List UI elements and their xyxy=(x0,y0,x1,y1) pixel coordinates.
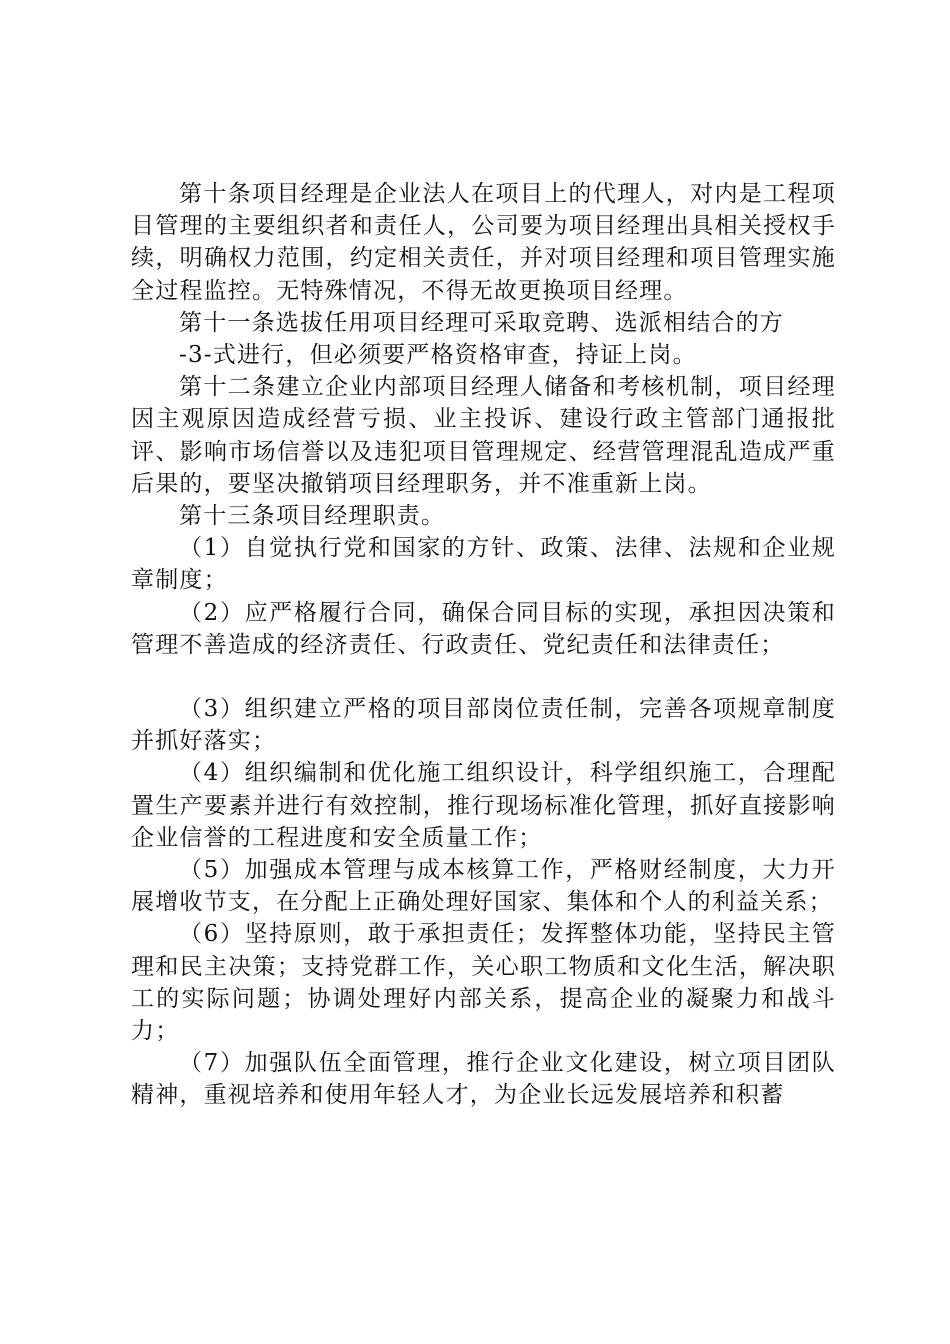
list-item-duty-1: （1）自觉执行党和国家的方针、政策、法律、法规和企业规章制度； xyxy=(131,535,836,594)
list-item-duty-2: （2）应严格履行合同，确保合同目标的实现，承担因决策和管理不善造成的经济责任、行政责任、党纪责任和法律责任； xyxy=(131,599,836,658)
list-item-duty-6: （6）坚持原则，敢于承担责任；发挥整体功能，坚持民主管理和民主决策；支持党群工作，关心职工物质和文化生活，解决职工的实际问题；协调处理好内部关系，提高企业的凝聚力和战斗力； xyxy=(131,921,836,1045)
paragraph-article-13: 第十三条项目经理职责。 xyxy=(179,503,446,530)
document-body xyxy=(131,178,836,1112)
page-number: -3- xyxy=(179,342,213,369)
paragraph-article-11-tail: 式进行，但必须要严格资格审查，持证上岗。 xyxy=(212,342,697,369)
paragraph-article-11-continued xyxy=(131,339,836,371)
paragraph-article-11: 第十一条选拔任用项目经理可采取竞聘、选派相结合的方 xyxy=(179,309,784,336)
list-item-duty-3: （3）组织建立严格的项目部岗位责任制，完善各项规章制度并抓好落实； xyxy=(131,696,836,755)
list-item-duty-4: （4）组织编制和优化施工组织设计，科学组织施工，合理配置生产要素并进行有效控制，推行现场标准化管理，抓好直接影响企业信誉的工程进度和安全质量工作； xyxy=(131,760,836,851)
paragraph-article-10: 第十条项目经理是企业法人在项目上的代理人，对内是工程项目管理的主要组织者和责任人，公司要为项目经理出具相关授权手续，明确权力范围，约定相关责任，并对项目经理和项目管理实施全过程监控。无特殊情况，不得无故更换项目经理。 xyxy=(131,181,836,304)
list-item-duty-5: （5）加强成本管理与成本核算工作，严格财经制度，大力开展增收节支，在分配上正确处理好国家、集体和个人的利益关系； xyxy=(131,857,836,916)
list-item-duty-7: （7）加强队伍全面管理，推行企业文化建设，树立项目团队精神，重视培养和使用年轻人才，为企业长远发展培养和积蓄 xyxy=(131,1050,836,1109)
paragraph-article-12: 第十二条建立企业内部项目经理人储备和考核机制，项目经理因主观原因造成经营亏损、业主投诉、建设行政主管部门通报批评、影响市场信誉以及违犯项目管理规定、经营管理混乱造成严重后果的，要坚决撤销项目经理职务，并不准重新上岗。 xyxy=(131,374,836,497)
